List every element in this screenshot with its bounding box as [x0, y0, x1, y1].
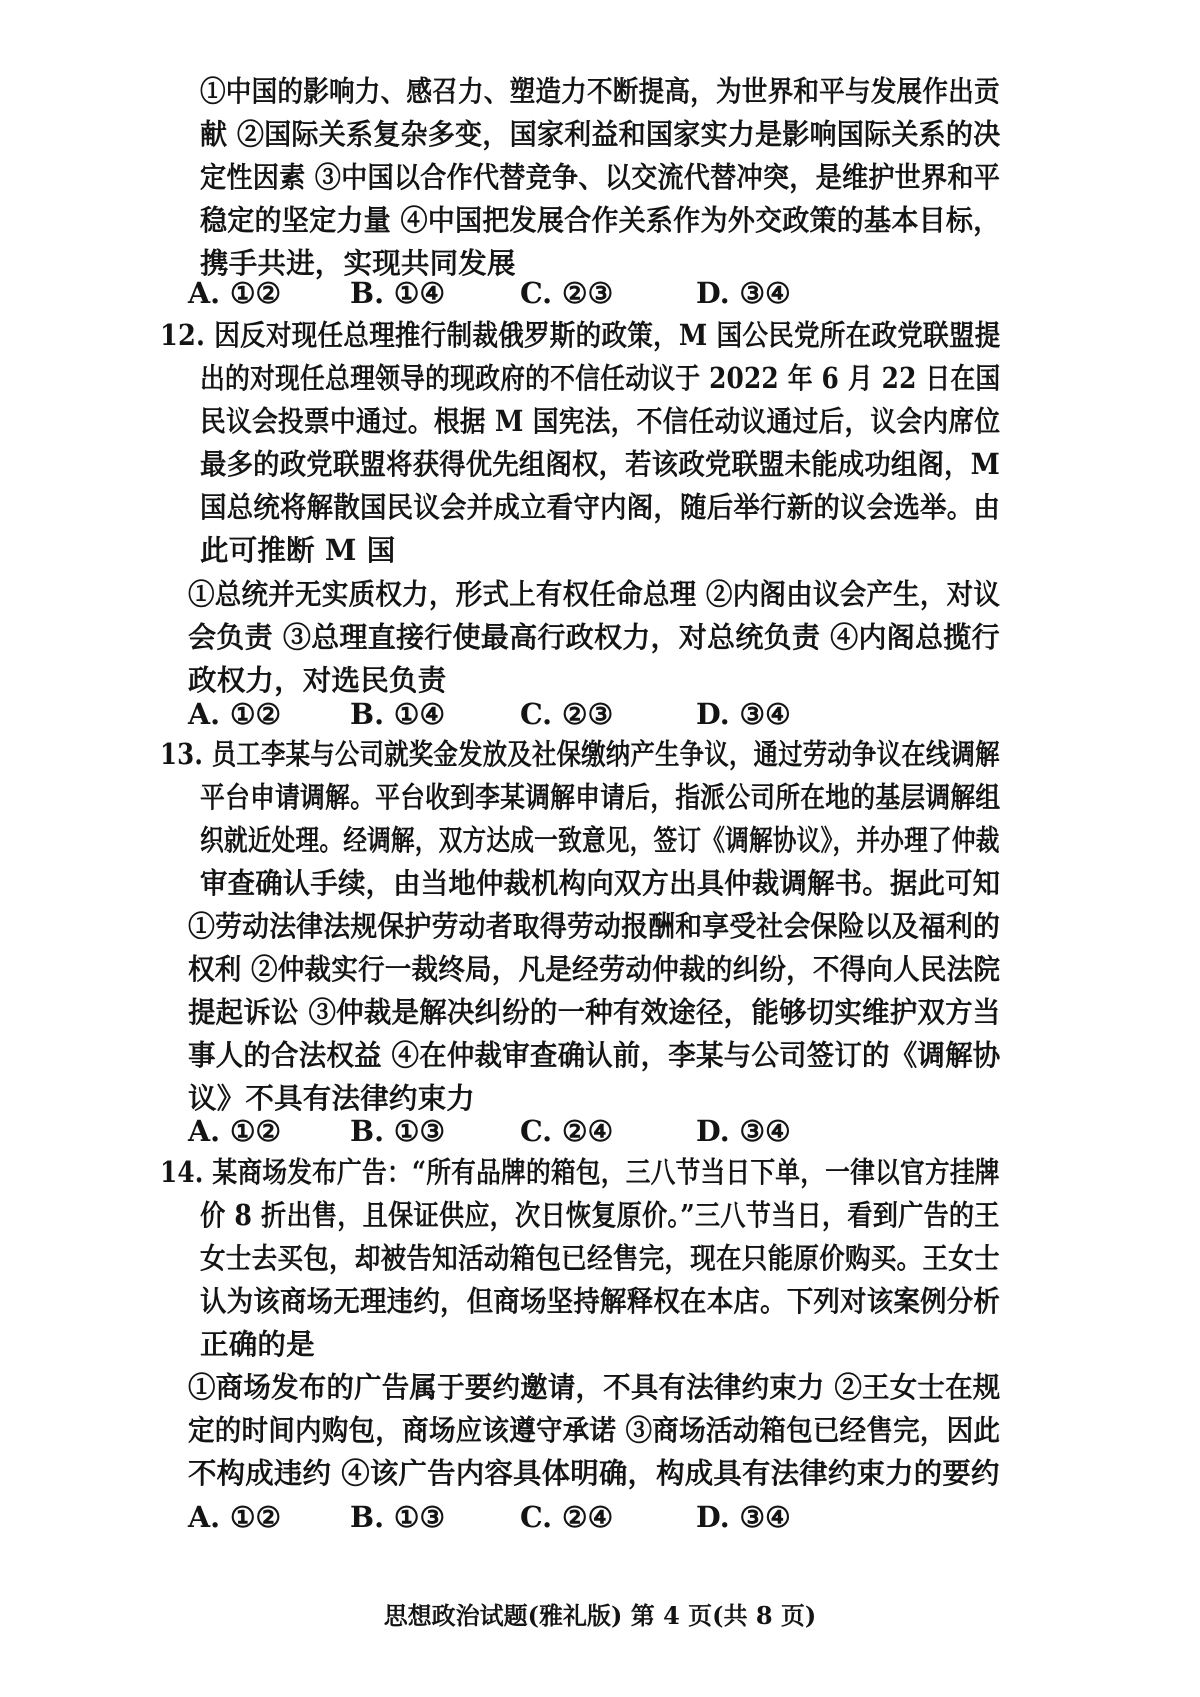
question-stem-line: 国总统将解散国民议会并成立看守内阁，随后举行新的议会选举。由 [200, 490, 1001, 524]
choice-b: B. ①④ [350, 697, 446, 731]
question-stem-line: 织就近处理。经调解，双方达成一致意见，签订《调解协议》，并办理了仲裁 [200, 823, 1000, 857]
choice-b: B. ①③ [350, 1500, 446, 1534]
option-text-line: ①劳动法律法规保护劳动者取得劳动报酬和享受社会保险以及福利的 [188, 909, 1001, 943]
choice-c: C. ②④ [520, 1500, 614, 1534]
choice-d: D. ③④ [696, 1500, 791, 1534]
choice-b: B. ①④ [350, 276, 446, 310]
choice-c: C. ②④ [520, 1114, 614, 1148]
option-text-line: 议》不具有法律约束力 [188, 1081, 476, 1115]
option-text-line: 权利 ②仲裁实行一裁终局，凡是经劳动仲裁的纠纷，不得向人民法院 [188, 952, 1001, 986]
option-text-line: 事人的合法权益 ④在仲裁审查确认前，李某与公司签订的《调解协 [188, 1038, 1001, 1072]
choice-c: C. ②③ [520, 697, 614, 731]
choice-d: D. ③④ [696, 276, 791, 310]
option-text-line: ①中国的影响力、感召力、塑造力不断提高，为世界和平与发展作出贡 [200, 74, 1000, 108]
choice-b: B. ①③ [350, 1114, 446, 1148]
question-stem-line: 此可推断 M 国 [200, 533, 396, 567]
option-text-line: ①商场发布的广告属于要约邀请，不具有法律约束力 ②王女士在规 [188, 1370, 1001, 1404]
question-stem-line: 13. 员工李某与公司就奖金发放及社保缴纳产生争议，通过劳动争议在线调解 [160, 737, 1000, 771]
option-text-line: 稳定的坚定力量 ④中国把发展合作关系作为外交政策的基本目标， [200, 203, 1001, 237]
question-stem-line: 14. 某商场发布广告：“所有品牌的箱包，三八节当日下单，一律以官方挂牌 [160, 1155, 1000, 1189]
option-text-line: 政权力，对选民负责 [188, 663, 447, 697]
question-stem-line: 审查确认手续，由当地仲裁机构向双方出具仲裁调解书。据此可知 [200, 866, 1001, 900]
choice-a: A. ①② [188, 697, 282, 731]
question-stem-line: 出的对现任总理领导的现政府的不信任动议于 2022 年 6 月 22 日在国 [200, 361, 1001, 395]
page-footer: 思想政治试题(雅礼版) 第 4 页(共 8 页) [383, 1601, 817, 1630]
question-stem-line: 民议会投票中通过。根据 M 国宪法，不信任动议通过后，议会内席位 [200, 404, 1001, 438]
question-stem-line: 平台申请调解。平台收到李某调解申请后，指派公司所在地的基层调解组 [200, 780, 1001, 814]
question-stem-line: 最多的政党联盟将获得优先组阁权，若该政党联盟未能成功组阁，M [200, 447, 1001, 481]
question-stem-line: 认为该商场无理违约，但商场坚持解释权在本店。下列对该案例分析 [200, 1284, 1001, 1318]
choice-d: D. ③④ [696, 1114, 791, 1148]
option-text-line: 提起诉讼 ③仲裁是解决纠纷的一种有效途径，能够切实维护双方当 [188, 995, 1001, 1029]
option-text-line: ①总统并无实质权力，形式上有权任命总理 ②内阁由议会产生，对议 [188, 577, 1001, 611]
question-stem-line: 正确的是 [200, 1327, 315, 1361]
choice-a: A. ①② [188, 1500, 282, 1534]
option-text-line: 会负责 ③总理直接行使最高行政权力，对总统负责 ④内阁总揽行 [188, 620, 1000, 654]
option-text-line: 定性因素 ③中国以合作代替竞争、以交流代替冲突，是维护世界和平 [200, 160, 1001, 194]
question-stem-line: 女士去买包，却被告知活动箱包已经售完，现在只能原价购买。王女士 [200, 1241, 1000, 1275]
question-stem-line: 12. 因反对现任总理推行制裁俄罗斯的政策，M 国公民党所在政党联盟提 [160, 318, 1001, 352]
choice-d: D. ③④ [696, 697, 791, 731]
option-text-line: 不构成违约 ④该广告内容具体明确，构成具有法律约束力的要约 [188, 1456, 1000, 1490]
option-text-line: 携手共进，实现共同发展 [200, 246, 516, 280]
choice-a: A. ①② [188, 276, 282, 310]
choice-a: A. ①② [188, 1114, 282, 1148]
option-text-line: 献 ②国际关系复杂多变，国家利益和国家实力是影响国际关系的决 [200, 117, 1001, 151]
choice-c: C. ②③ [520, 276, 614, 310]
option-text-line: 定的时间内购包，商场应该遵守承诺 ③商场活动箱包已经售完，因此 [188, 1413, 1001, 1447]
question-stem-line: 价 8 折出售，且保证供应，次日恢复原价。”三八节当日，看到广告的王 [200, 1198, 1000, 1232]
